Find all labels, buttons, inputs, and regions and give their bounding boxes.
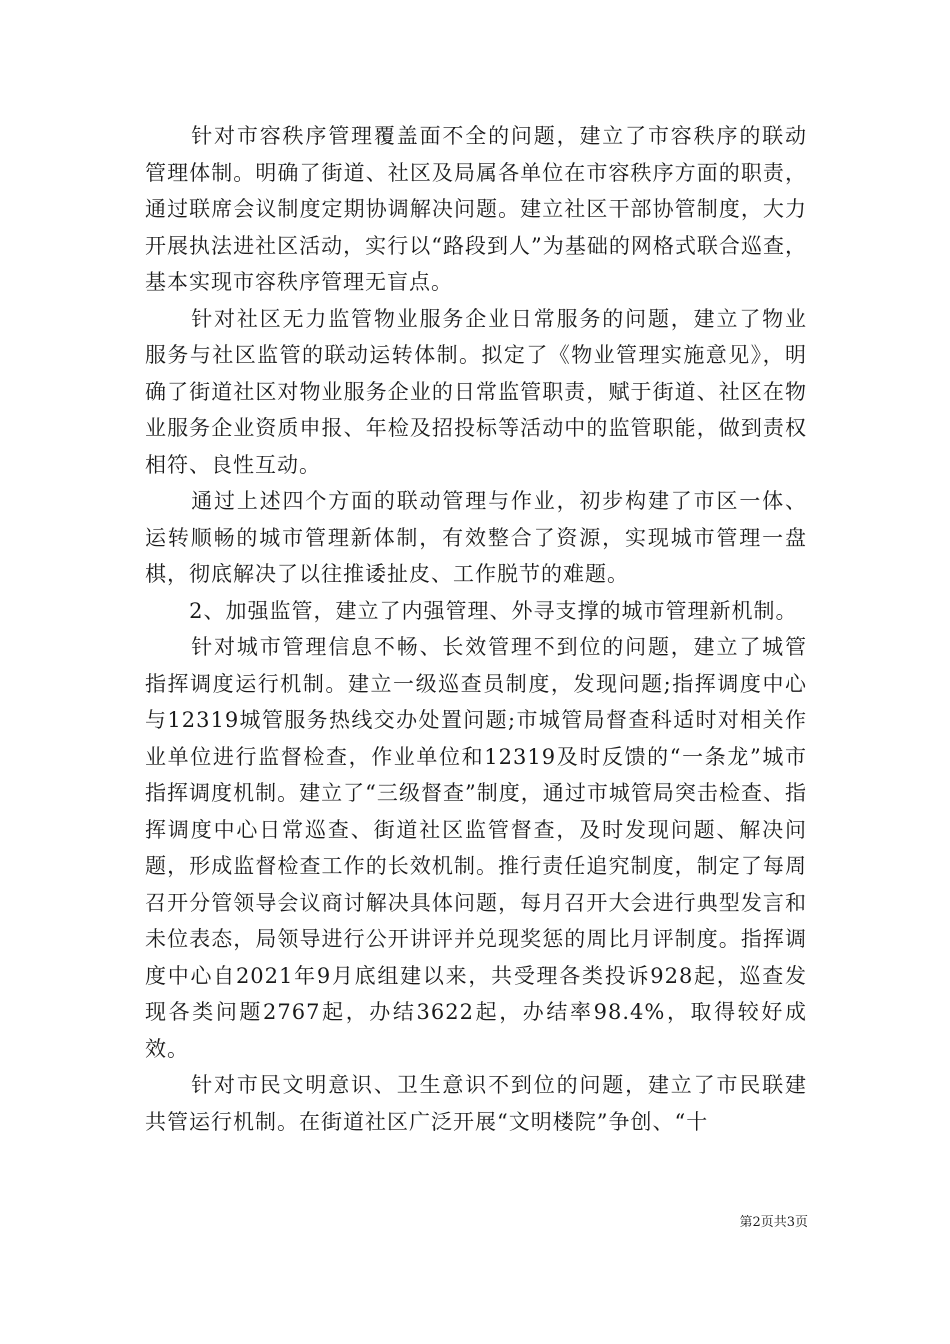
document-body — [145, 118, 807, 1140]
paragraph-civic-awareness: 针对市民文明意识、卫生意识不到位的问题，建立了市民联建共管运行机制。在街道社区广泛开展“文明楼院”争创、“十 — [145, 1073, 807, 1134]
paragraph-linkage-summary: 通过上述四个方面的联动管理与作业，初步构建了市区一体、运转顺畅的城市管理新体制，有效整合了资源，实现城市管理一盘棋，彻底解决了以往推诿扯皮、工作脱节的难题。 — [145, 489, 807, 586]
section-heading-supervision: 2、加强监管，建立了内强管理、外寻支撑的城市管理新机制。 — [189, 598, 798, 623]
page-number: 第2页共3页 — [739, 1215, 808, 1230]
paragraph-city-appearance: 针对市容秩序管理覆盖面不全的问题，建立了市容秩序的联动管理体制。明确了街道、社区及局属各单位在市容秩序方面的职责，通过联席会议制度定期协调解决问题。建立社区干部协管制度，大力开展执法进社区活动，实行以“路段到人”为基础的网格式联合巡查，基本实现市容秩序管理无盲点。 — [145, 124, 807, 294]
paragraph-dispatch-mechanism: 针对城市管理信息不畅、长效管理不到位的问题，建立了城管指挥调度运行机制。建立一级巡查员制度，发现问题;指挥调度中心与12319城管服务热线交办处置问题;市城管局督查科适时对相关作业单位进行监督检查，作业单位和12319及时反馈的“一条龙”城市指挥调度机制。建立了“三级督查”制度，通过市城管局突击检查、指挥调度中心日常巡查、街道社区监管督查，及时发现问题、解决问题，形成监督检查工作的长效机制。推行责任追究制度，制定了每周召开分管领导会议商讨解决具体问题，每月召开大会进行典型发言和未位表态，局领导进行公开讲评并兑现奖惩的周比月评制度。指挥调度中心自2021年9月底组建以来，共受理各类投诉928起，巡查发现各类问题2767起，办结3622起，办结率98.4%，取得较好成效。 — [145, 635, 807, 1061]
paragraph-property-management: 针对社区无力监管物业服务企业日常服务的问题，建立了物业服务与社区监管的联动运转体制。拟定了《物业管理实施意见》，明确了街道社区对物业服务企业的日常监管职责，赋于街道、社区在物业服务企业资质申报、年检及招投标等活动中的监管职能，做到责权相符、良性互动。 — [145, 306, 807, 477]
